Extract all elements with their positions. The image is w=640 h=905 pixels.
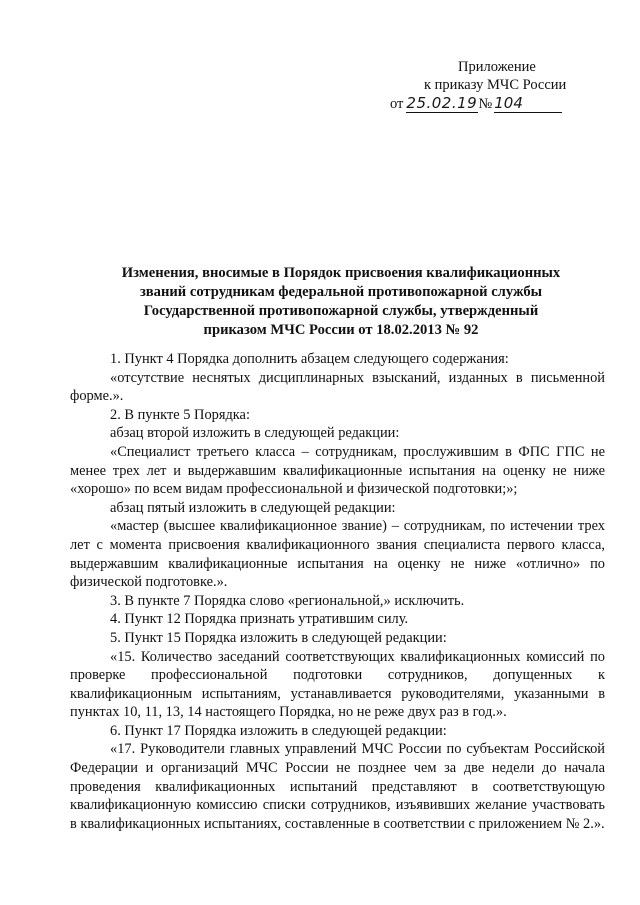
paragraph: 1. Пункт 4 Порядка дополнить абзацем следующего содержания: — [110, 351, 509, 367]
title-line: приказом МЧС России от 18.02.2013 № 92 — [203, 322, 479, 338]
order-date-line — [390, 94, 605, 113]
title-line: Изменения, вносимые в Порядок присвоения квалификационных — [121, 265, 561, 281]
paragraph: «17. Руководители главных управлений МЧС России по субъектам Российской Федерации и организаций МЧС России не позднее чем за две недели до начала проведения квалификационных испытаний представляют в соответствующую квалификационную комиссию списки сотрудников, изъявивших желание участвовать в квалификационных испытаниях, составленные в соответствии с приложением № 2.». — [70, 741, 605, 832]
paragraph: «15. Количество заседаний соответствующих квалификационных комиссий по проверке профессиональной подготовки сотрудников, допущенных к квалификационным испытаниям, устанавливается руководителями, указанными в пунктах 10, 11, 13, 14 настоящего Порядка, но не реже двух раз в год.». — [70, 648, 605, 721]
paragraph: 4. Пункт 12 Порядка признать утратившим силу. — [110, 611, 409, 628]
paragraph: 5. Пункт 15 Порядка изложить в следующей редакции: — [110, 629, 447, 646]
title-line: званий сотрудникам федеральной противопожарной службы — [139, 284, 543, 300]
appendix-header — [390, 58, 605, 113]
title-line: Государственной противопожарной службы, утвержденный — [143, 303, 539, 319]
paragraph: 6. Пункт 17 Порядка изложить в следующей редакции: — [110, 722, 447, 739]
date-prefix: от — [390, 96, 404, 112]
paragraph: «отсутствие неснятых дисциплинарных взысканий, изданных в письменной форме.». — [70, 369, 605, 405]
handwritten-number: 104 — [494, 94, 562, 113]
document-title — [76, 264, 606, 340]
handwritten-date: 25.02.19 — [406, 94, 478, 112]
paragraph: «Специалист третьего класса – сотрудникам, прослужившим в ФПС ГПС не менее трех лет и выдержавшим квалификационные испытания на оценку не ниже «хорошо» по всем видам профессиональной и физической подготовки;»; — [70, 443, 605, 498]
document-body — [70, 350, 605, 833]
paragraph: абзац пятый изложить в следующей редакции: — [110, 499, 396, 516]
paragraph: 2. В пункте 5 Порядка: — [110, 406, 250, 423]
paragraph: абзац второй изложить в следующей редакции: — [110, 425, 400, 442]
paragraph: «мастер (высшее квалификационное звание) – сотрудникам, по истечении трех лет с момента присвоения квалификационного звания специалиста первого класса, выдержавшим квалификационные испытания на оценку не ниже «отлично» по физической подготовке.». — [70, 518, 605, 591]
number-prefix: № — [478, 96, 493, 112]
appendix-label: Приложение — [458, 59, 536, 75]
paragraph: 3. В пункте 7 Порядка слово «региональной,» исключить. — [110, 592, 465, 609]
order-reference: к приказу МЧС России — [424, 77, 567, 93]
